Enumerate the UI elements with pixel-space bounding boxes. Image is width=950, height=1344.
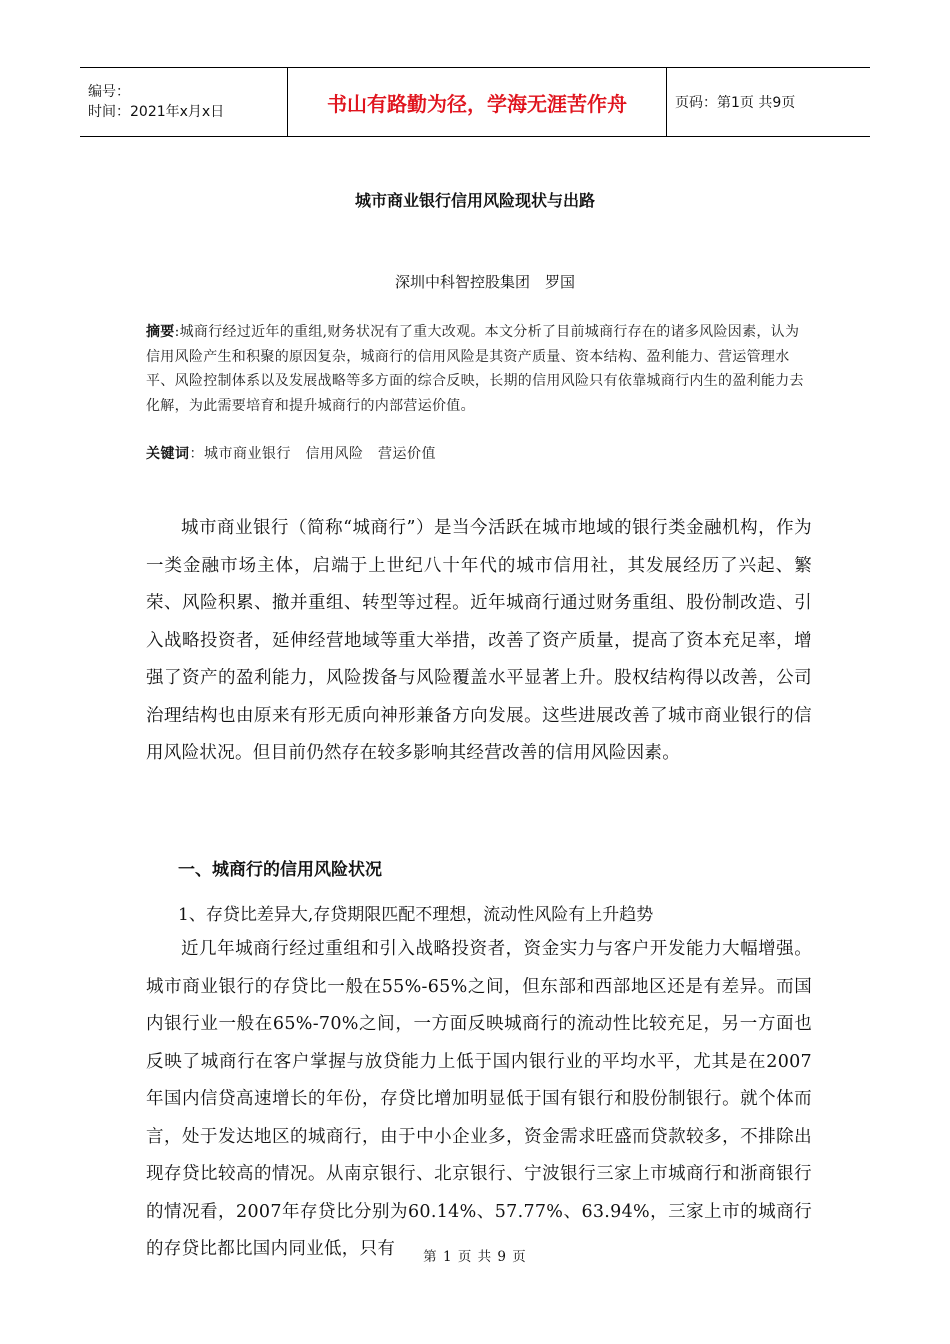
keywords-label: 关键词 — [146, 446, 190, 462]
sub-heading: 1、存贷比差异大,存贷期限匹配不理想，流动性风险有上升趋势 — [178, 905, 654, 925]
header-left-cell — [80, 68, 288, 136]
document-date-label: 时间：2021年x月x日 — [88, 104, 225, 120]
header-page-info-cell — [667, 68, 870, 136]
header-page-info: 页码：第1页 共9页 — [675, 95, 796, 111]
document-author: 深圳中科智控股集团 罗国 — [394, 273, 575, 291]
header-motto-cell — [288, 68, 667, 136]
abstract-label: 摘要 — [146, 324, 175, 340]
section-paragraph: 近几年城商行经过重组和引入战略投资者，资金实力与客户开发能力大幅增强。城市商业银行的存贷比一般在55%-65%之间，但东部和西部地区还是有差异。而国内银行业一般在65%-70%之间，一方面反映城商行的流动性比较充足，另一方面也反映了城商行在客户掌握与放贷能力上低于国内银行业的平均水平，尤其是在2007年国内信贷高速增长的年份，存贷比增加明显低于国有银行和股份制银行。就个体而言，处于发达地区的城商行，由于中小企业多，资金需求旺盛而贷款较多，不排除出现存贷比较高的情况。从南京银行、北京银行、宁波银行三家上市城商行和浙商银行的情况看，2007年存贷比分别为60.14%、57.77%、63.94%，三家上市的城商行的存贷比都比国内同业低，只有 — [146, 939, 812, 1259]
document-title: 城市商业银行信用风险现状与出路 — [354, 191, 595, 210]
document-number-label: 编号： — [88, 84, 130, 100]
page-footer: 第 1 页 共 9 页 — [423, 1249, 527, 1265]
abstract-text: :城商行经过近年的重组,财务状况有了重大改观。本文分析了目前城商行存在的诸多风险因素，认为信用风险产生和积聚的原因复杂，城商行的信用风险是其资产质量、资本结构、盈利能力、营运管理水平、风险控制体系以及发展战略等多方面的综合反映，长期的信用风险只有依靠城商行内生的盈利能力去化解，为此需要培育和提升城商行的内部营运价值。 — [146, 324, 804, 414]
intro-paragraph: 城市商业银行（简称“城商行”）是当今活跃在城市地域的银行类金融机构，作为一类金融市场主体，启端于上世纪八十年代的城市信用社，其发展经历了兴起、繁荣、风险积累、撤并重组、转型等过程。近年城商行通过财务重组、股份制改造、引入战略投资者，延伸经营地域等重大举措，改善了资产质量，提高了资本充足率，增强了资产的盈利能力，风险拨备与风险覆盖水平显著上升。股权结构得以改善，公司治理结构也由原来有形无质向神形兼备方向发展。这些进展改善了城市商业银行的信用风险状况。但目前仍然存在较多影响其经营改善的信用风险因素。 — [146, 518, 812, 763]
header-table — [80, 67, 870, 137]
header-motto: 书山有路勤为径，学海无涯苦作舟 — [327, 91, 627, 116]
abstract — [146, 320, 812, 418]
keywords — [146, 443, 436, 463]
section-heading: 一、城商行的信用风险状况 — [178, 860, 382, 880]
keywords-text: ：城市商业银行 信用风险 营运价值 — [189, 446, 436, 462]
